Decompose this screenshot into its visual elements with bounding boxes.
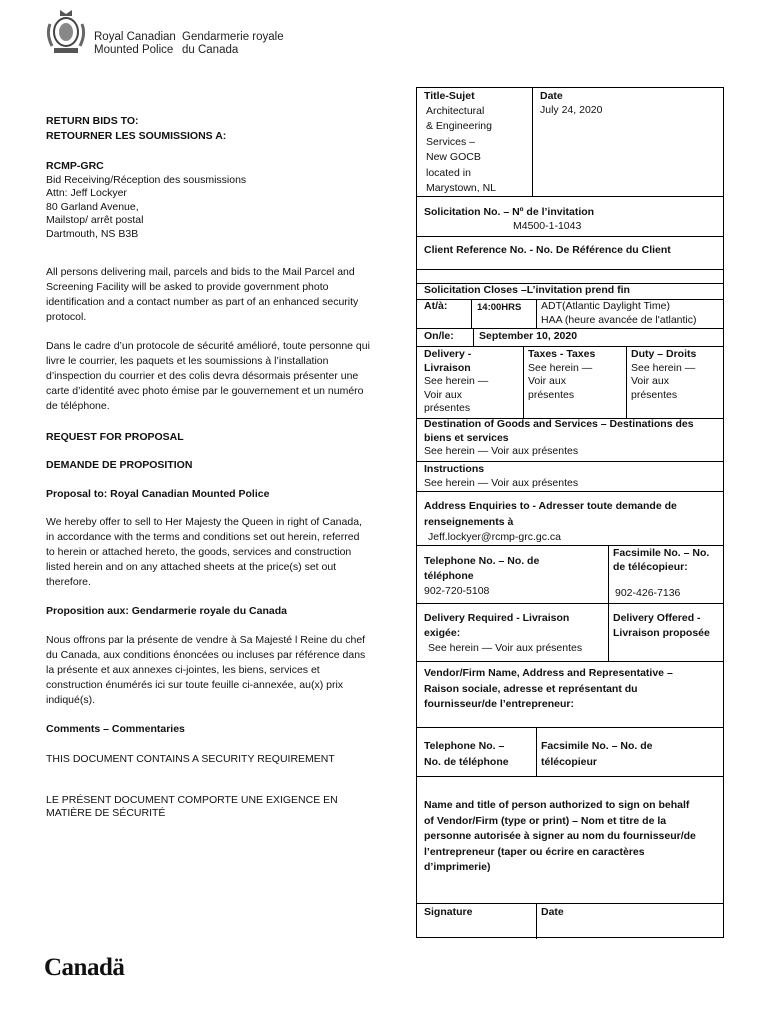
delivery-offered-label: Livraison proposée <box>613 627 710 639</box>
agency-en-line: Royal Canadian <box>94 31 176 43</box>
instructions-label: Instructions <box>424 463 485 475</box>
delivery-offered-cell <box>613 611 710 641</box>
telephone-label: téléphone <box>424 570 474 582</box>
agency-fr-line: Gendarmerie royale <box>182 31 284 43</box>
delivery-value: présentes <box>424 402 471 414</box>
solicitation-cell <box>424 206 594 233</box>
address-line: Mailstop/ arrêt postal <box>46 214 144 226</box>
destination-cell <box>424 418 694 459</box>
address-line: 80 Garland Avenue, <box>46 200 139 213</box>
return-bids-fr: RETOURNER LES SOUMISSIONS A: <box>46 130 227 142</box>
rfp-title-en: REQUEST FOR PROPOSAL <box>46 431 184 443</box>
security-requirement-en: THIS DOCUMENT CONTAINS A SECURITY REQUIREMENT <box>46 753 335 765</box>
address-line: Dartmouth, NS B3B <box>46 227 139 240</box>
date-label: Date <box>540 90 563 102</box>
authorized-label-line: Name and title of person authorized to sign on behalf <box>424 799 690 811</box>
solicitation-label: Solicitation No. – Nº de l’invitation <box>424 206 595 218</box>
destination-value: See herein — Voir aux présentes <box>424 445 579 457</box>
duty-value: présentes <box>631 388 678 401</box>
delivery-required-value: See herein — Voir aux présentes <box>428 642 583 654</box>
vendor-fax-line: Facsimile No. – No. de <box>541 740 653 752</box>
return-bids-en: RETURN BIDS TO: <box>46 115 139 127</box>
solicitation-number: M4500-1-1043 <box>513 219 582 232</box>
vendor-fax-label <box>541 739 652 770</box>
rfp-title-fr: DEMANDE DE PROPOSITION <box>46 459 193 471</box>
title-line: Services – <box>426 135 476 148</box>
delivery-cell <box>424 348 520 416</box>
taxes-value: présentes <box>528 388 575 401</box>
destination-label: Destination of Goods and Services – Destinations des <box>424 418 694 430</box>
address-line: Attn: Jeff Lockyer <box>46 187 127 199</box>
authorized-label-line: d’imprimerie) <box>424 861 491 873</box>
security-notice-en: All persons delivering mail, parcels and bids to the Mail Parcel and Screening Facility will be asked to provide government photo identification and a contact number as part of an enhanced security protocol. <box>46 266 359 323</box>
authorized-label-line: l’entrepreneur (taper ou écrire en caractères <box>424 845 645 858</box>
taxes-label: Taxes - Taxes <box>528 348 596 360</box>
proposition-aux: Proposition aux: Gendarmerie royale du Canada <box>46 605 287 617</box>
signature-label: Signature <box>424 906 473 918</box>
timezone-en: ADT(Atlantic Daylight Time) <box>541 300 670 312</box>
fax-cell <box>613 547 709 601</box>
at-label: At/à: <box>424 300 448 312</box>
agency-fr-line: du Canada <box>182 44 239 56</box>
authorized-label-line: of Vendor/Firm (type or print) – Nom et titre de la <box>424 814 667 827</box>
duty-cell <box>631 348 723 402</box>
bid-form <box>416 87 724 938</box>
enquiries-email: Jeff.lockyer@rcmp-grc.gc.ca <box>428 531 561 543</box>
canada-wordmark: Canadä <box>44 954 125 981</box>
security-notice-fr: Dans le cadre d’un protocole de sécurité amélioré, toute personne qui livre le courrier, les paquets et les soumissions à l’installation d’inspection du courrier et des colis devra désormais présenter une carte d’identité avec photo émise par le gouvernement et un numéro de téléphone. <box>46 340 370 412</box>
fax-label: de télécopieur: <box>613 560 688 573</box>
title-line: New GOCB <box>426 151 481 163</box>
signature-date-label: Date <box>541 906 564 918</box>
enquiries-label: renseignements à <box>424 515 514 528</box>
taxes-value: Voir aux <box>528 375 566 387</box>
vendor-fax-line: télécopieur <box>541 755 598 768</box>
return-bids-title <box>46 114 371 144</box>
closing-time: 14:00HRS <box>477 302 522 313</box>
vendor-telephone-label <box>424 739 509 770</box>
title-cell <box>424 90 528 197</box>
fax-value: 902-426-7136 <box>615 587 681 599</box>
delivery-label: Delivery - <box>424 348 472 360</box>
title-line: Architectural <box>426 104 485 117</box>
vendor-label-line: fournisseur/de l’entrepreneur: <box>424 698 574 710</box>
vendor-telephone-line: No. de téléphone <box>424 755 509 768</box>
instructions-value: See herein — Voir aux présentes <box>424 476 579 489</box>
vendor-label <box>424 666 673 713</box>
telephone-cell <box>424 554 539 599</box>
delivery-offered-label: Delivery Offered - <box>613 612 701 624</box>
date-value: July 24, 2020 <box>540 103 603 116</box>
authorized-person-label <box>424 798 696 876</box>
delivery-required-cell <box>424 611 582 656</box>
taxes-cell <box>528 348 624 402</box>
comments-label: Comments – Commentaries <box>46 723 185 735</box>
closing-date: September 10, 2020 <box>479 330 578 342</box>
delivery-value: Voir aux <box>424 388 462 401</box>
delivery-label: Livraison <box>424 361 471 374</box>
enquiries-label: Address Enquiries to - Adresser toute demande de <box>424 500 677 512</box>
title-line: & Engineering <box>426 120 492 132</box>
duty-value: See herein — <box>631 361 696 374</box>
timezone <box>541 300 697 327</box>
vendor-label-line: Raison sociale, adresse et représentant du <box>424 682 638 695</box>
client-reference-label: Client Reference No. - No. De Référence du Client <box>424 244 671 256</box>
delivery-value: See herein — <box>424 375 489 387</box>
enquiries-cell <box>424 499 677 546</box>
return-address <box>46 160 371 241</box>
address-line: Bid Receiving/Réception des sousmissions <box>46 173 247 186</box>
fax-label: Facsimile No. – No. <box>613 547 710 559</box>
taxes-value: See herein — <box>528 361 593 374</box>
vendor-telephone-line: Telephone No. – <box>424 740 505 752</box>
vendor-label-line: Vendor/Firm Name, Address and Representative – <box>424 667 673 679</box>
security-requirement-fr: LE PRÉSENT DOCUMENT COMPORTE UNE EXIGENCE EN MATIÈRE DE SÉCURITÉ <box>46 794 338 819</box>
closes-label: Solicitation Closes –L’invitation prend fin <box>424 284 630 296</box>
duty-label: Duty – Droits <box>631 348 697 360</box>
destination-label: biens et services <box>424 431 509 444</box>
delivery-required-label: Delivery Required - Livraison <box>424 612 570 624</box>
title-line: Marystown, NL <box>426 182 497 194</box>
offer-text-fr: Nous offrons par la présente de vendre à Sa Majesté l Reine du chef du Canada, aux conditions énoncées ou incluses par référence dans la présente et aux annexes ci-jointes, les biens, services et construction énumérés ici sur toute feuille ci-annexée, au(x) prix indiqué(s). <box>46 634 366 706</box>
rcmp-crest-icon <box>46 8 86 56</box>
authorized-label-line: personne autorisée à signer au nom du fournisseur/de <box>424 830 696 842</box>
return-org: RCMP-GRC <box>46 160 104 172</box>
title-line: located in <box>426 166 471 179</box>
telephone-label: Telephone No. – No. de <box>424 555 540 567</box>
telephone-value: 902-720-5108 <box>424 585 490 597</box>
title-label: Title-Sujet <box>424 90 475 102</box>
delivery-required-label: exigée: <box>424 627 461 639</box>
instructions-cell <box>424 463 578 490</box>
agency-name-fr <box>182 31 284 57</box>
proposal-to: Proposal to: Royal Canadian Mounted Police <box>46 488 270 500</box>
duty-value: Voir aux <box>631 375 669 387</box>
agency-name-en <box>94 31 176 57</box>
agency-en-line: Mounted Police <box>94 44 174 56</box>
date-cell <box>540 90 602 117</box>
on-label: On/le: <box>424 330 454 342</box>
offer-text-en: We hereby offer to sell to Her Majesty the Queen in right of Canada, in accordance with the terms and conditions set out herein, referred to herein or attached hereto, the goods, services and construction listed herein and on any attached sheets at the price(s) set out therefore. <box>46 516 362 588</box>
timezone-fr: HAA (heure avancée de l'atlantic) <box>541 313 697 326</box>
